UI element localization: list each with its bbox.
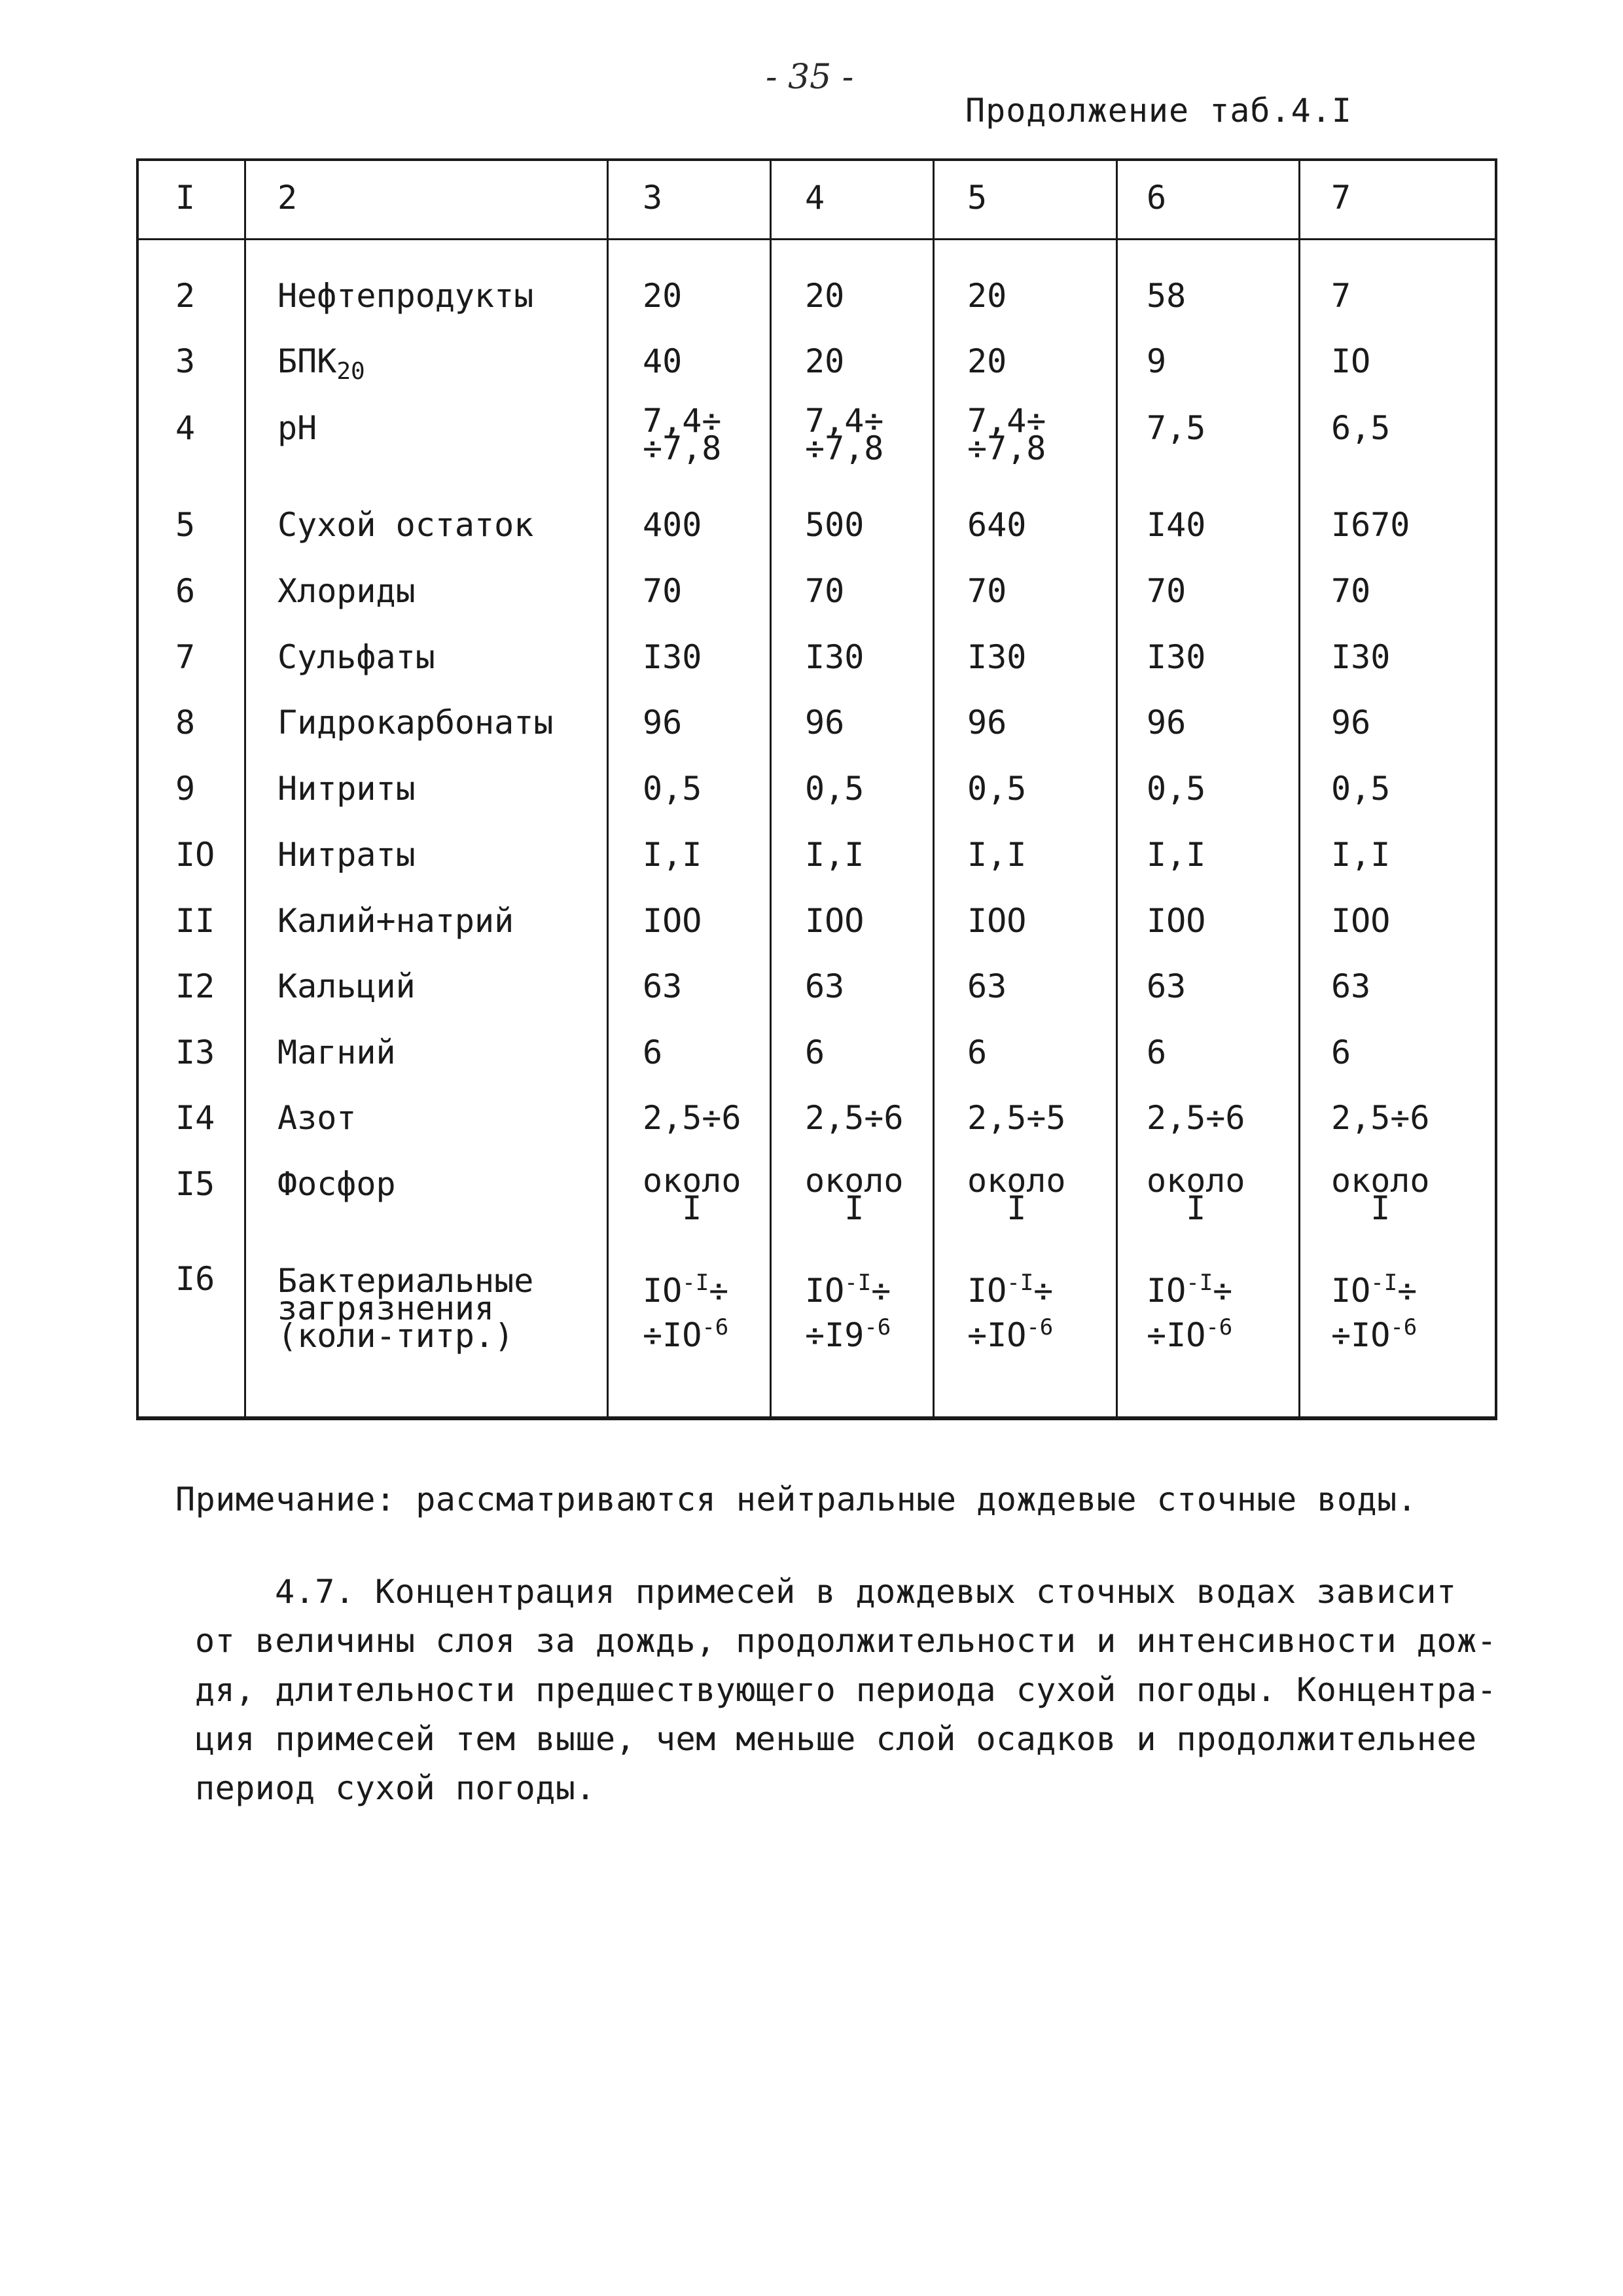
parameter-name: Магний bbox=[277, 1033, 396, 1071]
row-number: 8 bbox=[175, 704, 196, 742]
table-cell: 6 bbox=[643, 1033, 663, 1071]
table-cell: 20 bbox=[805, 342, 845, 380]
table-cell: 0,5 bbox=[967, 770, 1027, 808]
table-cell: 9 bbox=[1147, 342, 1167, 380]
table-cell: I,I bbox=[805, 836, 865, 874]
parameter-name: Нитраты bbox=[277, 836, 416, 874]
table-cell: 7,4÷ ÷7,8 bbox=[643, 402, 722, 467]
table-cell: I30 bbox=[1331, 638, 1391, 676]
table-cell: 7,4÷ ÷7,8 bbox=[805, 402, 884, 467]
table-cell: 7,4÷ ÷7,8 bbox=[967, 402, 1046, 467]
column-divider bbox=[244, 161, 246, 1416]
parameter-name: Кальций bbox=[277, 967, 416, 1005]
data-table bbox=[136, 158, 1497, 1420]
table-cell: около I bbox=[1331, 1162, 1430, 1227]
table-cell: 0,5 bbox=[805, 770, 865, 808]
table-cell: около I bbox=[1147, 1162, 1245, 1227]
table-cell: I40 bbox=[1147, 506, 1206, 544]
paragraph-line: период сухой погоды. bbox=[195, 1769, 596, 1807]
row-number: 6 bbox=[175, 572, 196, 610]
parameter-name: Нефтепродукты bbox=[277, 277, 534, 315]
table-cell: 96 bbox=[1147, 704, 1186, 742]
paragraph-line: от величины слоя за дождь, продолжительности и интенсивности дож- bbox=[195, 1622, 1497, 1660]
parameter-name: Бактериальные загрязнения (коли-титр.) bbox=[277, 1262, 534, 1355]
table-cell: 0,5 bbox=[1147, 770, 1206, 808]
column-divider bbox=[933, 161, 935, 1416]
table-cell: IOO bbox=[805, 902, 865, 940]
table-cell: I,I bbox=[967, 836, 1027, 874]
table-cell: IO bbox=[1331, 342, 1371, 380]
paragraph-line: дя, длительности предшествующего периода сухой погоды. Концентра- bbox=[195, 1671, 1497, 1709]
row-number: 7 bbox=[175, 638, 196, 676]
table-cell: $IO^{-I}\div$ $\div I9^{-6}$ bbox=[805, 1270, 891, 1354]
parameter-name: Азот bbox=[277, 1099, 357, 1137]
table-cell: 96 bbox=[805, 704, 845, 742]
row-number: IO bbox=[175, 836, 215, 874]
table-cell: I30 bbox=[805, 638, 865, 676]
column-header: 4 bbox=[805, 179, 825, 217]
table-cell: 2,5÷6 bbox=[1147, 1099, 1245, 1137]
paragraph-line: 4.7. Концентрация примесей в дождевых сточных водах зависит bbox=[275, 1573, 1457, 1611]
table-cell: 6 bbox=[1331, 1033, 1351, 1071]
row-number: I6 bbox=[175, 1260, 215, 1298]
table-cell: $IO^{-I}\div$ $\div IO^{-6}$ bbox=[967, 1270, 1054, 1354]
table-cell: 20 bbox=[805, 277, 845, 315]
column-header: 2 bbox=[277, 179, 298, 217]
table-cell: 7 bbox=[1331, 277, 1351, 315]
table-cell: IOO bbox=[1147, 902, 1206, 940]
table-cell: около I bbox=[805, 1162, 904, 1227]
row-number: 9 bbox=[175, 770, 196, 808]
table-cell: 63 bbox=[1331, 967, 1371, 1005]
table-cell: 63 bbox=[967, 967, 1007, 1005]
column-header: 6 bbox=[1147, 179, 1167, 217]
table-cell: 6 bbox=[967, 1033, 988, 1071]
table-cell: I30 bbox=[1147, 638, 1206, 676]
table-cell: 500 bbox=[805, 506, 865, 544]
column-header: 7 bbox=[1331, 179, 1351, 217]
table-cell: 63 bbox=[643, 967, 683, 1005]
table-cell: 58 bbox=[1147, 277, 1186, 315]
paragraph-4-7 bbox=[195, 1568, 1497, 1813]
row-number: 4 bbox=[175, 409, 196, 447]
parameter-name: Гидрокарбонаты bbox=[277, 704, 554, 742]
table-cell: 2,5÷6 bbox=[805, 1099, 904, 1137]
page-number: - 35 - bbox=[766, 58, 854, 97]
paragraph-line: ция примесей тем выше, чем меньше слой осадков и продолжительнее bbox=[195, 1720, 1477, 1758]
table-cell: 20 bbox=[643, 277, 683, 315]
table-cell: $IO^{-I}\div$ $\div IO^{-6}$ bbox=[643, 1270, 729, 1354]
column-divider bbox=[607, 161, 609, 1416]
table-continuation-label: Продолжение таб.4.I bbox=[965, 92, 1352, 130]
parameter-name: pH bbox=[277, 409, 317, 447]
column-header: 3 bbox=[643, 179, 663, 217]
column-divider bbox=[770, 161, 772, 1416]
table-cell: 0,5 bbox=[1331, 770, 1391, 808]
table-cell: 2,5÷5 bbox=[967, 1099, 1066, 1137]
table-cell: I30 bbox=[643, 638, 702, 676]
table-cell: $IO^{-I}\div$ $\div IO^{-6}$ bbox=[1147, 1270, 1233, 1354]
parameter-name: Калий+натрий bbox=[277, 902, 514, 940]
column-divider bbox=[1116, 161, 1118, 1416]
parameter-name: Нитриты bbox=[277, 770, 416, 808]
column-header: I bbox=[175, 179, 196, 217]
row-number: 3 bbox=[175, 342, 196, 380]
table-cell: 40 bbox=[643, 342, 683, 380]
row-number: I4 bbox=[175, 1099, 215, 1137]
table-cell: 6 bbox=[1147, 1033, 1167, 1071]
table-cell: IOO bbox=[643, 902, 702, 940]
table-cell: 70 bbox=[805, 572, 845, 610]
table-cell: около I bbox=[643, 1162, 741, 1227]
table-cell: I670 bbox=[1331, 506, 1410, 544]
table-cell: I,I bbox=[1331, 836, 1391, 874]
table-cell: 0,5 bbox=[643, 770, 702, 808]
parameter-name: Сухой остаток bbox=[277, 506, 534, 544]
table-cell: 20 bbox=[967, 277, 1007, 315]
table-cell: IOO bbox=[967, 902, 1027, 940]
table-cell: 96 bbox=[1331, 704, 1371, 742]
table-cell: 2,5÷6 bbox=[1331, 1099, 1430, 1137]
column-header: 5 bbox=[967, 179, 988, 217]
table-cell: 7,5 bbox=[1147, 409, 1206, 447]
table-cell: 2,5÷6 bbox=[643, 1099, 741, 1137]
parameter-name: Хлориды bbox=[277, 572, 416, 610]
row-number: 2 bbox=[175, 277, 196, 315]
table-cell: 96 bbox=[967, 704, 1007, 742]
table-cell: 400 bbox=[643, 506, 702, 544]
table-cell: $IO^{-I}\div$ $\div IO^{-6}$ bbox=[1331, 1270, 1418, 1354]
header-divider bbox=[139, 238, 1495, 240]
table-cell: 6 bbox=[805, 1033, 825, 1071]
parameter-name: Фосфор bbox=[277, 1165, 396, 1203]
column-divider bbox=[1298, 161, 1300, 1416]
row-number: I2 bbox=[175, 967, 215, 1005]
table-cell: 70 bbox=[967, 572, 1007, 610]
table-cell: 70 bbox=[1147, 572, 1186, 610]
row-number: I5 bbox=[175, 1165, 215, 1203]
parameter-name: Сульфаты bbox=[277, 638, 435, 676]
table-cell: 96 bbox=[643, 704, 683, 742]
table-cell: 70 bbox=[1331, 572, 1371, 610]
table-cell: I30 bbox=[967, 638, 1027, 676]
table-cell: 20 bbox=[967, 342, 1007, 380]
table-cell: 63 bbox=[1147, 967, 1186, 1005]
row-number: I3 bbox=[175, 1033, 215, 1071]
row-number: II bbox=[175, 902, 215, 940]
table-cell: 70 bbox=[643, 572, 683, 610]
table-cell: 63 bbox=[805, 967, 845, 1005]
table-cell: I,I bbox=[1147, 836, 1206, 874]
table-cell: около I bbox=[967, 1162, 1066, 1227]
row-number: 5 bbox=[175, 506, 196, 544]
parameter-name: $БПК_{20}$ bbox=[277, 342, 365, 385]
table-cell: 6,5 bbox=[1331, 409, 1391, 447]
table-cell: IOO bbox=[1331, 902, 1391, 940]
table-cell: 640 bbox=[967, 506, 1027, 544]
table-note: Примечание: рассматриваются нейтральные дождевые сточные воды. bbox=[175, 1480, 1418, 1518]
table-cell: I,I bbox=[643, 836, 702, 874]
